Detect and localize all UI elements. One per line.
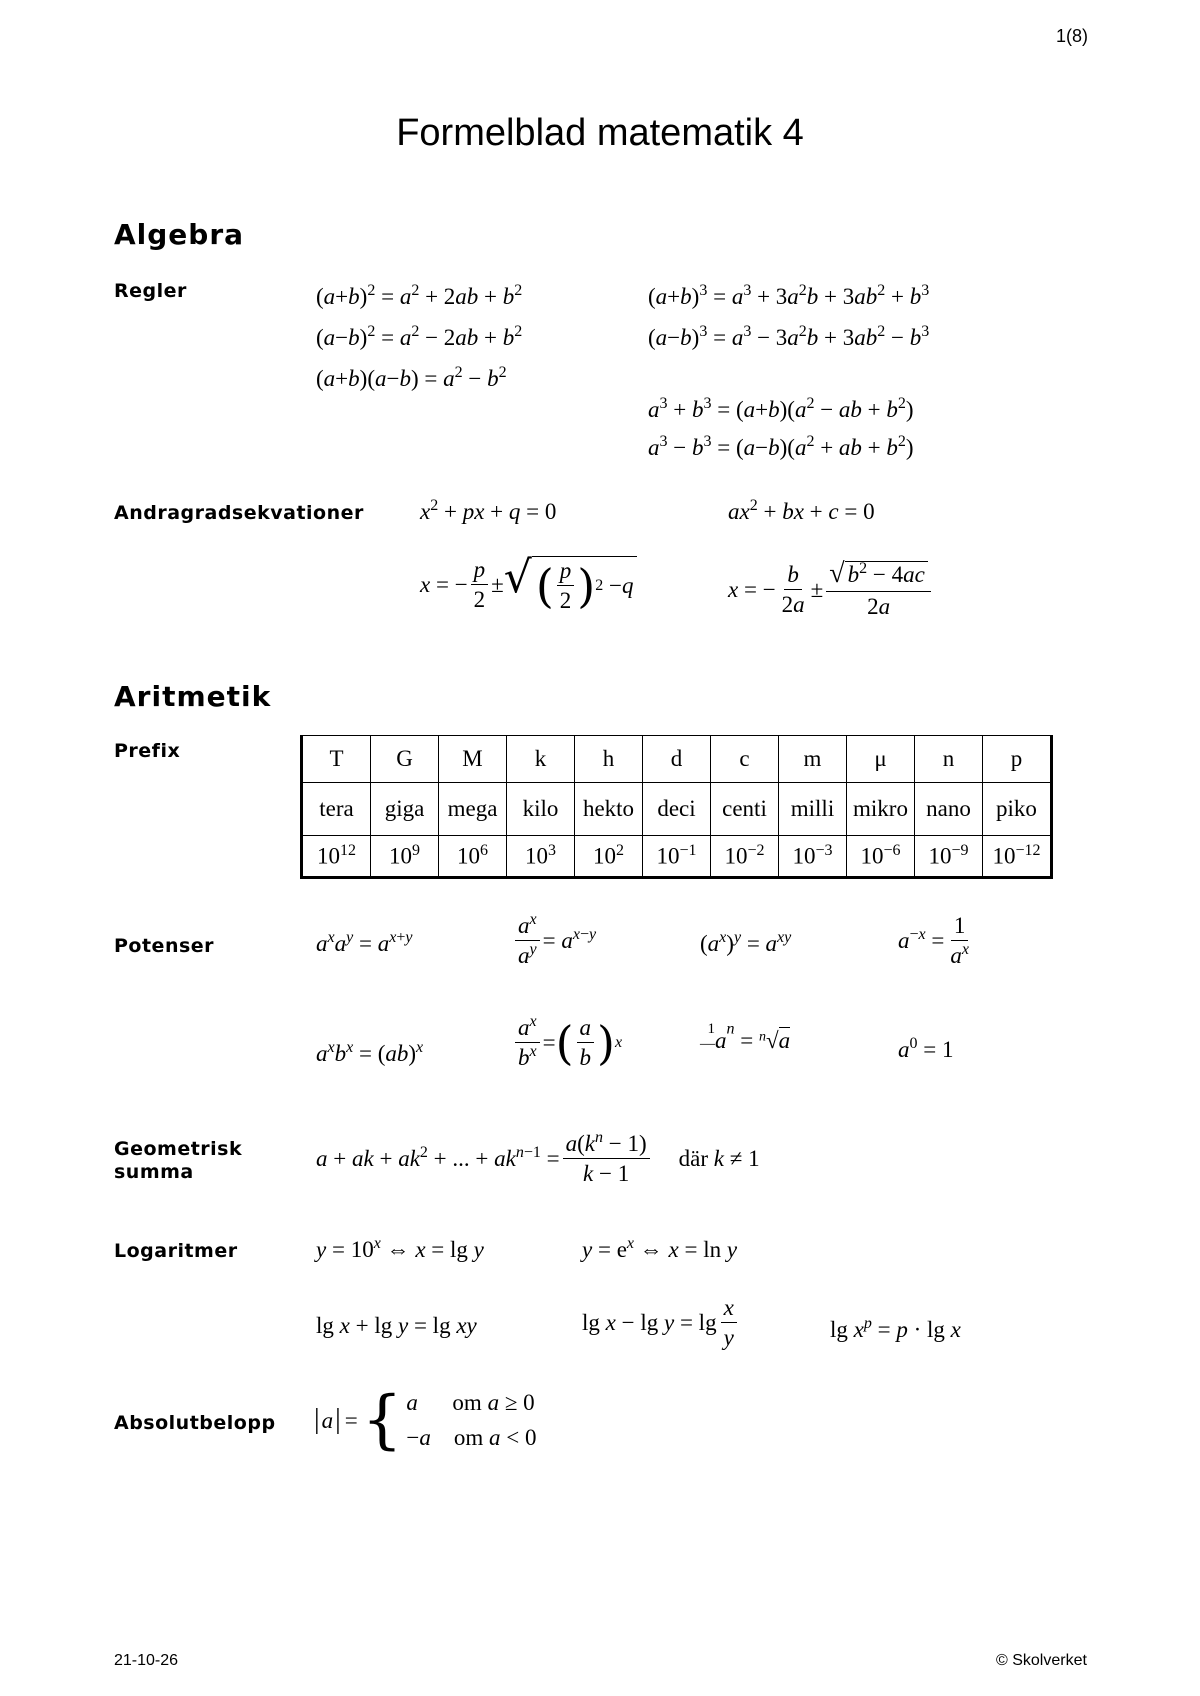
prefix-power: $10^{-12}$ bbox=[983, 836, 1052, 878]
formula-abc-solution: x = − $\frac{b}{2a}$ ± $\frac{√ b^2 - 4ac}{2a}$ bbox=[728, 560, 934, 618]
prefix-symbol: p bbox=[983, 736, 1052, 783]
formula-log-quotient: lg x − lg y = lg $\frac{x}{y}$ bbox=[582, 1296, 740, 1349]
prefix-power: $10^{12}$ bbox=[302, 836, 371, 878]
prefix-symbol: n bbox=[915, 736, 983, 783]
formula-absolute-value: | a | = { a om a ≥ 0 −a om a < 0 bbox=[314, 1383, 537, 1457]
formula-power-product: $a^xa^y = a^{x+y}$ bbox=[316, 929, 413, 956]
label-potenser: Potenser bbox=[114, 935, 215, 957]
prefix-name: milli bbox=[779, 783, 847, 836]
formula-conjugate: $(a+b)(a-b) = a^2 - b^2$ bbox=[316, 364, 507, 391]
prefix-symbol: μ bbox=[847, 736, 915, 783]
formula-log10-def: $y = 10^x$ ⇔ x = lg y bbox=[316, 1235, 484, 1262]
label-andragrad: Andragradsekvationer bbox=[114, 502, 364, 524]
formula-log-power: $\lg x^p = p \cdot \lg x$ bbox=[830, 1315, 961, 1342]
section-aritmetik: Aritmetik bbox=[114, 680, 272, 713]
formula-power-fraction: $\frac{a^x}{b^x}$ = ( $\frac{a}{b}$ ) x bbox=[512, 1016, 622, 1069]
prefix-name: centi bbox=[711, 783, 779, 836]
formula-square-diff: $(a-b)^2 = a^2 - 2ab + b^2$ bbox=[316, 323, 523, 350]
page-number: 1(8) bbox=[1056, 26, 1089, 46]
prefix-power: $10^3$ bbox=[507, 836, 575, 878]
formula-cube-sum: $(a+b)^3 = a^3 + 3a^2b + 3ab^2 + b^3$ bbox=[648, 282, 930, 309]
prefix-name: mikro bbox=[847, 783, 915, 836]
prefix-name: giga bbox=[371, 783, 439, 836]
prefix-name: tera bbox=[302, 783, 371, 836]
formula-pq-eq: $x^2$ + px + q = 0 bbox=[420, 497, 557, 524]
prefix-power: $10^6$ bbox=[439, 836, 507, 878]
footer-copyright: © Skolverket bbox=[996, 1652, 1087, 1669]
prefix-power: $10^2$ bbox=[575, 836, 643, 878]
prefix-table bbox=[300, 735, 1053, 879]
prefix-symbol: d bbox=[643, 736, 711, 783]
formula-ln-def: $y = e^x$ ⇔ x = ln y bbox=[582, 1235, 738, 1262]
page-title: Formelblad matematik 4 bbox=[396, 112, 804, 154]
formula-cube-diff: $(a-b)^3 = a^3 - 3a^2b + 3ab^2 - b^3$ bbox=[648, 323, 930, 350]
prefix-power: $10^{-6}$ bbox=[847, 836, 915, 878]
footer-date: 21-10-26 bbox=[114, 1652, 179, 1669]
prefix-power: $10^{-9}$ bbox=[915, 836, 983, 878]
label-absolutbelopp: Absolutbelopp bbox=[114, 1412, 276, 1434]
prefix-name: piko bbox=[983, 783, 1052, 836]
label-geometrisk: Geometrisk summa bbox=[114, 1138, 243, 1183]
prefix-power: $10^{-2}$ bbox=[711, 836, 779, 878]
section-algebra: Algebra bbox=[114, 218, 245, 251]
formula-geometric-sum: a + ak + $ak^2$ + ... + $ak^{n-1}$ = $\frac{a(k^n - 1)}{k - 1}$ där k ≠ 1 bbox=[316, 1129, 760, 1186]
prefix-name: deci bbox=[643, 783, 711, 836]
prefix-name: nano bbox=[915, 783, 983, 836]
prefix-symbol: c bbox=[711, 736, 779, 783]
formula-power-quotient: $\frac{a^x}{a^y}$ = $a^{x-y}$ bbox=[512, 914, 596, 967]
prefix-power: $10^{-1}$ bbox=[643, 836, 711, 878]
prefix-symbol-row bbox=[302, 736, 1052, 783]
label-prefix: Prefix bbox=[114, 740, 181, 762]
formula-power-common-exp: $a^xb^x = (ab)^x$ bbox=[316, 1039, 424, 1066]
formula-abc-eq: $ax^2$ + bx + c = 0 bbox=[728, 497, 875, 524]
prefix-symbol: h bbox=[575, 736, 643, 783]
prefix-name: hekto bbox=[575, 783, 643, 836]
formula-nth-root: 1 — $a^n = ^n√a$ bbox=[700, 1020, 791, 1053]
formula-diff-cubes: $a^3 - b^3 = (a-b)(a^2$ + ab + $b^2$) bbox=[648, 433, 914, 460]
formula-log-product: lg x + lg y = lg xy bbox=[316, 1313, 477, 1338]
formula-power-power: $(a^x)^y = a^{xy}$ bbox=[700, 929, 792, 956]
prefix-name-row bbox=[302, 783, 1052, 836]
prefix-symbol: k bbox=[507, 736, 575, 783]
prefix-name: mega bbox=[439, 783, 507, 836]
label-logaritmer: Logaritmer bbox=[114, 1240, 238, 1262]
prefix-power: $10^{-3}$ bbox=[779, 836, 847, 878]
formula-zero-power: $a^0 = 1$ bbox=[898, 1035, 954, 1062]
formula-square-sum: $(a+b)^2 = a^2 + 2ab + b^2$ bbox=[316, 282, 523, 309]
prefix-symbol: T bbox=[302, 736, 371, 783]
label-regler: Regler bbox=[114, 280, 187, 302]
prefix-power-row bbox=[302, 836, 1052, 878]
formula-pq-solution: x = − $\frac{p}{2}$ ± √ ( $\frac{p}{2}$ ) 2 − q bbox=[420, 556, 637, 612]
formula-negative-power: $a^{-x}$ = $\frac{1}{a^x}$ bbox=[898, 913, 969, 968]
formula-sum-cubes: $a^3 + b^3 = (a+b)(a^2$ − ab + $b^2$) bbox=[648, 395, 914, 422]
prefix-symbol: m bbox=[779, 736, 847, 783]
prefix-symbol: G bbox=[371, 736, 439, 783]
prefix-name: kilo bbox=[507, 783, 575, 836]
prefix-symbol: M bbox=[439, 736, 507, 783]
prefix-power: $10^9$ bbox=[371, 836, 439, 878]
